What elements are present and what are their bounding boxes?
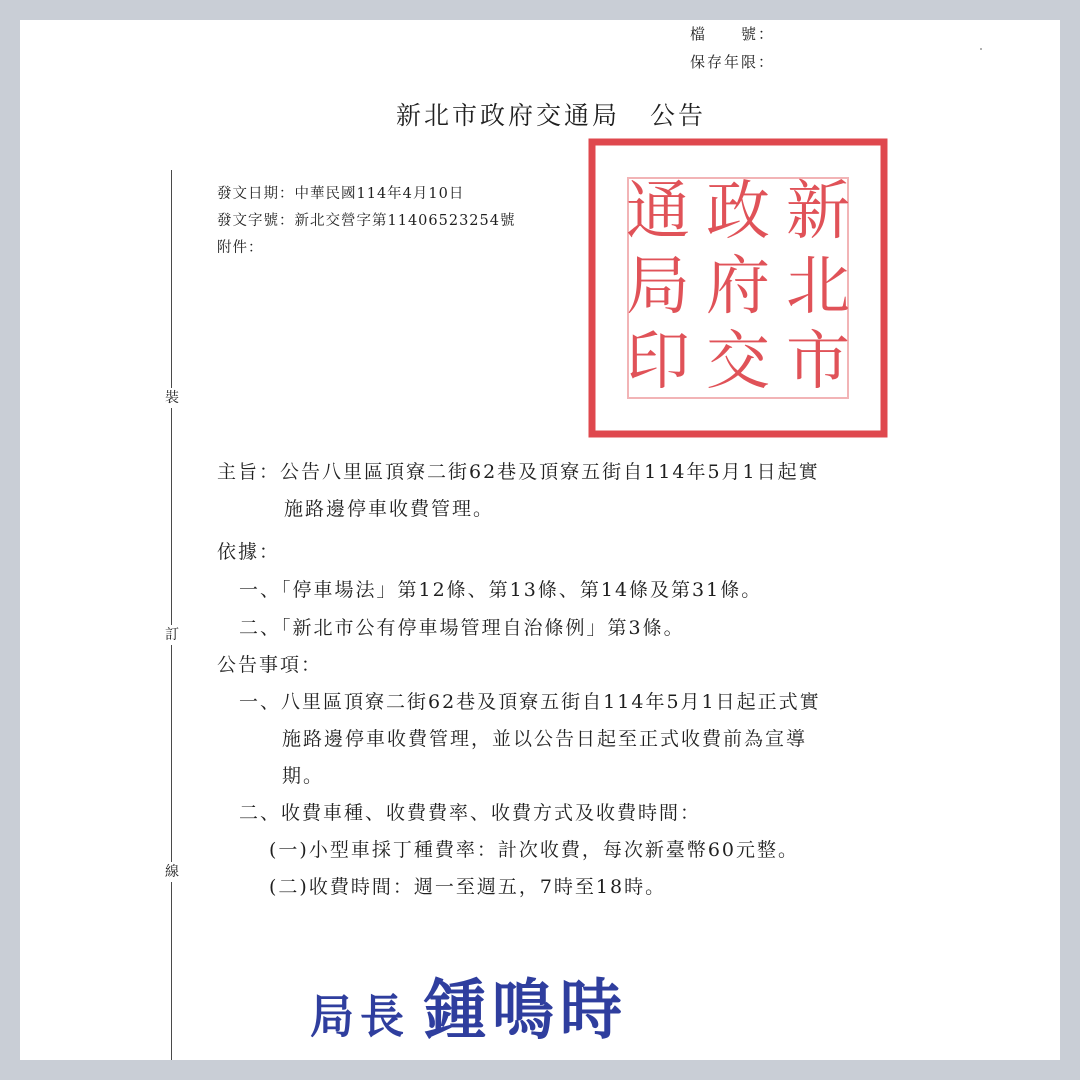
seal-character: 印 xyxy=(626,325,690,399)
notice-item-2-sub-2: (二)收費時間：週一至週五，7時至18時。 xyxy=(269,876,667,898)
file-meta xyxy=(690,20,775,76)
binding-mark-zhuang: 裝 xyxy=(161,388,183,408)
seal-character: 北 xyxy=(786,250,850,324)
document-number: 發文字號：新北交營字第11406523254號 xyxy=(217,213,516,229)
document-page xyxy=(20,20,1060,1060)
agency-name: 新北市政府交通局 xyxy=(396,101,621,130)
notice-item-1-line-2: 施路邊停車收費管理，並以公告日起至正式收費前為宣導 xyxy=(282,728,808,750)
basis-heading: 依據： xyxy=(217,541,281,563)
retention-label: 保存年限： xyxy=(690,53,776,71)
issue-date: 發文日期：中華民國114年4月10日 xyxy=(217,186,465,202)
seal-character: 交 xyxy=(706,325,770,399)
page-title xyxy=(396,96,706,132)
seal-character: 新 xyxy=(786,175,850,249)
seal-character: 通 xyxy=(626,175,690,249)
subject-line-2: 施路邊停車收費管理。 xyxy=(284,498,495,520)
subject-line-1: 主旨：公告八里區頂寮二街62巷及頂寮五街自114年5月1日起實 xyxy=(217,461,820,483)
signature-name: 鍾鳴時 xyxy=(424,971,629,1049)
seal-character: 局 xyxy=(626,250,690,324)
notice-heading: 公告事項： xyxy=(217,654,323,676)
basis-item-1: 一、「停車場法」第12條、第13條、第14條及第31條。 xyxy=(239,579,763,601)
document-type: 公告 xyxy=(650,101,707,130)
seal-character: 政 xyxy=(706,175,770,249)
official-seal xyxy=(588,138,888,438)
seal-character: 府 xyxy=(706,250,770,324)
notice-item-1-line-3: 期。 xyxy=(282,765,325,787)
basis-item-2: 二、「新北市公有停車場管理自治條例」第3條。 xyxy=(239,617,685,639)
issue-info xyxy=(217,181,515,262)
binding-line xyxy=(171,170,172,1060)
notice-item-2-line-1: 二、收費車種、收費費率、收費方式及收費時間： xyxy=(239,802,702,824)
notice-item-2-sub-1: (一)小型車採丁種費率：計次收費，每次新臺幣60元整。 xyxy=(269,839,800,861)
attachment-label: 附件： xyxy=(217,240,264,256)
scan-speck xyxy=(980,48,982,50)
director-signature xyxy=(310,958,628,1051)
signature-title: 局長 xyxy=(310,990,410,1044)
binding-mark-ding: 訂 xyxy=(161,625,183,645)
binding-mark-xian: 線 xyxy=(161,862,183,882)
notice-item-1-line-1: 一、八里區頂寮二街62巷及頂寮五街自114年5月1日起正式實 xyxy=(239,691,821,713)
file-number-label: 檔 號： xyxy=(690,25,776,43)
seal-character: 市 xyxy=(786,325,850,399)
